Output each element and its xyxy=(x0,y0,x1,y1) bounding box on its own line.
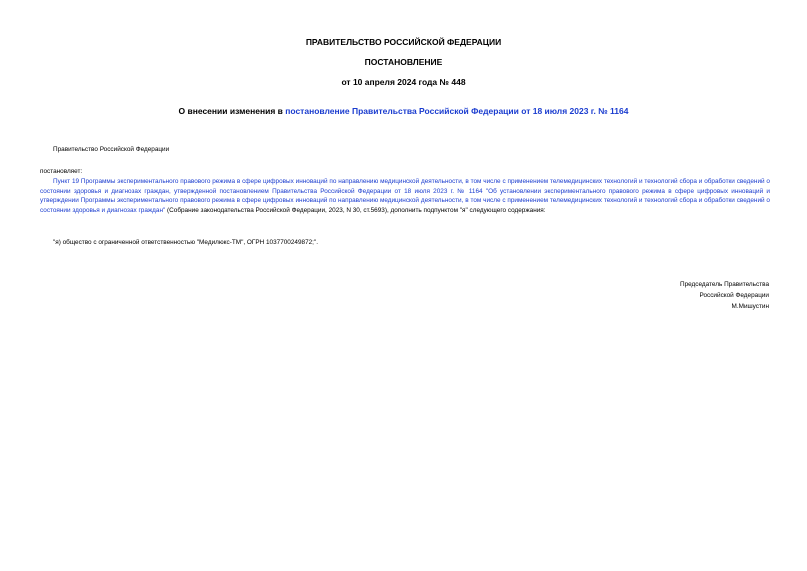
program-reference-link[interactable]: Пункт 19 Программы экспериментального правового режима в сфере цифровых инноваций по направлению медицинской деятельности, в том числе с применением телемедицинских технологий и технологий сбора и обработки сведений о состоянии здоровья и диагнозах граждан, утвержденной постановлением Правительства Российской Федерации от 18 июля 2023 г. № 1164 "Об установлении экспериментального правового режима в сфере цифровых инноваций и утверждении Программы экспериментального правового режима в сфере цифровых инноваций по направлению медицинской деятельности, в том числе с применением телемедицинских технологий и технологий сбора и обработки сведений о состоянии здоровья и диагнозах граждан" xyxy=(40,178,770,215)
government-heading: ПРАВИТЕЛЬСТВО РОССИЙСКОЙ ФЕДЕРАЦИИ xyxy=(305,37,502,47)
date-number-heading: от 10 апреля 2024 года № 448 xyxy=(341,77,466,87)
signatory-position-line2: Российской Федерации xyxy=(699,292,769,299)
document-title-prefix: О внесении изменения в xyxy=(178,106,286,116)
main-paragraph-rest: (Собрание законодательства Российской Федерации, 2023, N 30, ст.5693), дополнить подпунктом "я" следующего содержания: xyxy=(165,207,546,215)
title-reference-link[interactable]: постановление Правительства Российской Федерации от 18 июля 2023 г. № 1164 xyxy=(285,106,629,116)
signatory-name: М.Мишустин xyxy=(731,303,769,310)
added-subclause-text: "я) общество с ограниченной ответственностью "Медилюкс-ТМ", ОГРН 1037700249872;". xyxy=(53,239,319,246)
document-title xyxy=(0,106,807,117)
issuer-text: Правительство Российской Федерации xyxy=(53,146,170,153)
signatory-position-line1: Председатель Правительства xyxy=(680,281,769,288)
document-type-heading: ПОСТАНОВЛЕНИЕ xyxy=(364,57,443,67)
main-paragraph xyxy=(40,177,770,216)
decrees-text: постановляет: xyxy=(40,168,83,175)
